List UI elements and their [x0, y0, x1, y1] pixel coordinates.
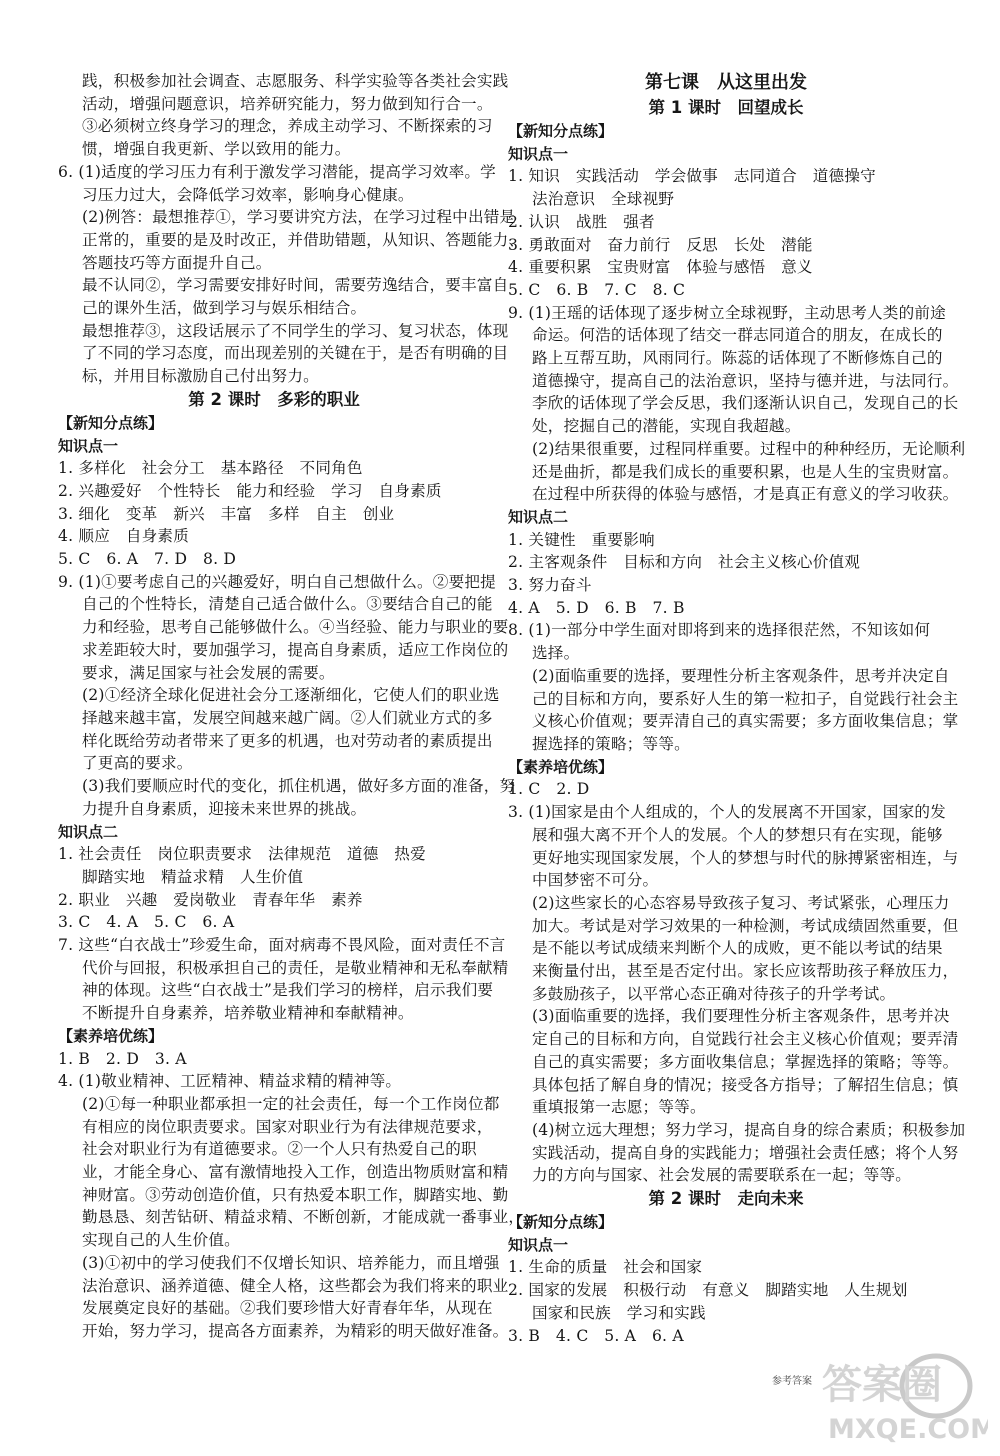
left-column [58, 70, 525, 1343]
text-line: 在过程中所获得的体验与感悟，才是真正有意义的学习收获。 [532, 485, 959, 504]
text-line: 己的课外生活，做到学习与娱乐相结合。 [82, 299, 367, 318]
question-line: 2. 认识 战胜 强者 [508, 212, 655, 231]
text-line: 中国梦密不可分。 [532, 871, 659, 890]
text-line: 国家和民族 学习和实践 [532, 1303, 706, 1322]
text-line: 勤恳恳、刻苦钻研、精益求精、不断创新，才能成就一番事业， [82, 1208, 525, 1227]
right-column [508, 70, 966, 1347]
section-title: 第 1 课时 回望成长 [648, 98, 804, 117]
question-line: 3. C 4. A 5. C 6. A [58, 913, 235, 932]
question-line: 4. A 5. D 6. B 7. B [508, 598, 685, 617]
watermark-logo [818, 1346, 988, 1444]
subsection-label: 知识点二 [508, 507, 569, 526]
subsection-label: 知识点一 [58, 436, 119, 455]
text-line: 习压力过大，会降低学习效率，影响身心健康。 [82, 185, 414, 204]
text-line: (2)①每一种职业都承担一定的社会责任，每一个工作岗位都 [82, 1094, 500, 1113]
text-line: 实现自己的人生价值。 [82, 1231, 240, 1250]
text-line: 惯，增强自我更新、学以致用的能力。 [82, 140, 351, 159]
text-line: 重填报第一志愿；等等。 [532, 1098, 706, 1117]
question-line: 1. 知识 实践活动 学会做事 志同道合 道德操守 [508, 167, 876, 186]
page-footer-label: 参考答案 [772, 1376, 812, 1387]
text-line: (3)面临重要的选择，我们要理性分析主客观条件，思考并决 [532, 1007, 950, 1026]
text-line: 加大。考试是对学习效果的一种检测，考试成绩固然重要，但 [532, 916, 959, 935]
question-line: 1. 多样化 社会分工 基本路径 不同角色 [58, 459, 363, 478]
text-line: 义核心价值观；要弄清自己的真实需要；多方面收集信息；掌 [532, 712, 959, 731]
text-line: (2)结果很重要，过程同样重要。过程中的种种经历，无论顺利 [532, 439, 966, 458]
text-line: 法治意识、涵养道德、健全人格，这些都会为我们将来的职业 [82, 1276, 509, 1295]
text-line: 业，才能全身心、富有激情地投入工作，创造出物质财富和精 [82, 1163, 509, 1182]
subsection-label: 知识点二 [58, 822, 119, 841]
text-line: 开始，努力学习，提高各方面素养，为精彩的明天做好准备。 [82, 1321, 509, 1340]
text-line: 择越来越丰富，发展空间越来越广阔。②人们就业方式的多 [82, 708, 493, 727]
watermark-site: MXQE.COM [828, 1414, 988, 1444]
text-line: 力和经验，思考自己能够做什么。④当经验、能力与职业的要 [82, 618, 509, 637]
text-line: 还是曲折，都是我们成长的重要积累，也是人生的宝贵财富。 [532, 462, 959, 481]
text-line: (4)树立远大理想；努力学习，提高自身的综合素质；积极参加 [532, 1120, 966, 1139]
text-line: 定自己的目标和方向，自觉践行社会主义核心价值观；要弄清 [532, 1030, 959, 1049]
text-line: 求差距较大时，要加强学习，提高自身素质，适应工作岗位的 [82, 640, 509, 659]
subsection-label: 【素养培优练】 [508, 757, 614, 776]
text-line: 己的目标和方向，要系好人生的第一粒扣子，自觉践行社会主 [532, 689, 959, 708]
text-line: 自己的真实需要；多方面收集信息；掌握选择的策略；等等。 [532, 1052, 959, 1071]
question-line: 3. (1)国家是由个人组成的，个人的发展离不开国家，国家的发 [508, 803, 946, 822]
text-line: 是不能以考试成绩来判断个人的成败，更不能以考试的结果 [532, 939, 943, 958]
question-line: 4. (1)敬业精神、工匠精神、精益求精的精神等。 [58, 1072, 402, 1091]
text-line: 最想推荐③，这段话展示了不同学生的学习、复习状态，体现 [82, 321, 509, 340]
question-line: 1. 社会责任 岗位职责要求 法律规范 道德 热爱 [58, 845, 426, 864]
text-line: 法治意识 全球视野 [532, 190, 675, 209]
question-line: 3. 勇敢面对 奋力前行 反思 长处 潜能 [508, 235, 813, 254]
text-line: (3)我们要顺应时代的变化，抓住机遇，做好多方面的准备，努 [82, 777, 516, 796]
question-line: 3. B 4. C 5. A 6. A [508, 1326, 684, 1345]
text-line: 道德操守，提高自己的法治意识，坚持与德并进，与法同行。 [532, 371, 959, 390]
text-line: 脚踏实地 精益求精 人生价值 [82, 867, 304, 886]
lesson-title: 第七课 从这里出发 [645, 72, 807, 93]
text-line: 有相应的岗位职责要求。国家对职业行为有法律规范要求， [82, 1117, 493, 1136]
question-line: 1. 关键性 重要影响 [508, 530, 655, 549]
text-line: 社会对职业行为有道德要求。②一个人只有热爱自己的职 [82, 1140, 477, 1159]
question-line: 6. (1)适度的学习压力有利于激发学习潜能，提高学习效率。学 [58, 162, 496, 181]
question-line: 1. C 2. D [508, 780, 590, 799]
question-line: 7. 这些“白衣战士”珍爱生命，面对病毒不畏风险，面对责任不言 [58, 936, 506, 955]
question-line: 2. 主客观条件 目标和方向 社会主义核心价值观 [508, 553, 861, 572]
watermark-graphic [818, 1346, 988, 1444]
question-line: 5. C 6. A 7. D 8. D [58, 550, 237, 569]
subsection-label: 【素养培优练】 [58, 1026, 164, 1045]
text-line: 正常的，重要的是及时改正，并借助错题，从知识、答题能力、 [82, 230, 525, 249]
question-line: 9. (1)王瑶的话体现了逐步树立全球视野，主动思考人类的前途 [508, 303, 946, 322]
question-line: 2. 兴趣爱好 个性特长 能力和经验 学习 自身素质 [58, 481, 442, 500]
section-title: 第 2 课时 走向未来 [648, 1189, 804, 1209]
text-line: (2)例答：最想推荐①，学习要讲究方法，在学习过程中出错是 [82, 208, 516, 227]
text-line: 标，并用目标激励自己付出努力。 [82, 367, 319, 386]
text-line: (2)①经济全球化促进社会分工逐渐细化，它使人们的职业选 [82, 686, 500, 705]
subsection-label: 【新知分点练】 [508, 122, 614, 140]
question-line: 5. C 6. B 7. C 8. C [508, 280, 686, 299]
text-line: 要求，满足国家与社会发展的需要。 [82, 663, 335, 682]
question-line: 4. 顺应 自身素质 [58, 527, 189, 546]
text-line: 样化既给劳动者带来了更多的机遇，也对劳动者的素质提出 [82, 731, 493, 750]
text-line: 多鼓励孩子，以平常心态正确对待孩子的升学考试。 [532, 984, 896, 1003]
subsection-label: 【新知分点练】 [58, 413, 164, 432]
text-line: 神财富。③劳动创造价值，只有热爱本职工作，脚踏实地、勤 [82, 1185, 509, 1204]
question-line: 3. 细化 变革 新兴 丰富 多样 自主 创业 [58, 504, 395, 523]
text-line: 最不认同②，学习需要安排好时间，需要劳逸结合，要丰富自 [82, 276, 509, 295]
text-line: 处，挖掘自己的潜能，实现自我超越。 [532, 417, 801, 436]
question-line: 3. 努力奋斗 [508, 576, 592, 595]
subsection-label: 知识点一 [508, 144, 569, 163]
text-line: (2)面临重要的选择，要理性分析主客观条件，思考并决定自 [532, 666, 950, 685]
text-line: 命运。何浩的话体现了结交一群志同道合的朋友，在成长的 [532, 326, 943, 345]
text-line: 答题技巧等方面提升自己。 [82, 253, 272, 272]
text-line: 来衡量付出，甚至是否定付出。家长应该帮助孩子释放压力， [532, 962, 959, 981]
text-line: 李欣的话体现了学会反思，我们逐渐认识自己，发现自己的长 [532, 394, 959, 413]
text-line: 握选择的策略；等等。 [532, 734, 690, 753]
text-line: 力的方向与国家、社会发展的需要联系在一起；等等。 [532, 1166, 912, 1185]
text-line: 神的体现。这些“白衣战士”是我们学习的榜样，启示我们要 [82, 981, 494, 1000]
text-line: (3)①初中的学习使我们不仅增长知识、培养能力，而且增强 [82, 1253, 500, 1272]
text-line: 力提升自身素质，迎接未来世界的挑战。 [82, 799, 367, 818]
text-line: (2)这些家长的心态容易导致孩子复习、考试紧张，心理压力 [532, 893, 950, 912]
text-line: 不断提升自身素养，培养敬业精神和奉献精神。 [82, 1004, 414, 1023]
question-line: 1. 生命的质量 社会和国家 [508, 1258, 703, 1277]
text-line: 活动，增强问题意识，培养研究能力，努力做到知行合一。 [82, 94, 493, 113]
text-line: 了不同的学习态度，而出现差别的关键在于，是否有明确的目 [82, 344, 509, 363]
text-line: 实践活动，提高自身的实践能力；增强社会责任感；将个人努 [532, 1143, 959, 1162]
section-title: 第 2 课时 多彩的职业 [188, 389, 360, 409]
subsection-label: 【新知分点练】 [508, 1213, 614, 1232]
text-line: 选择。 [532, 644, 580, 663]
text-line: 路上互帮互助，风雨同行。陈蕊的话体现了不断修炼自己的 [532, 349, 943, 368]
text-line: 代价与回报，积极承担自己的责任，是敬业精神和无私奉献精 [82, 958, 509, 977]
text-line: 自己的个性特长，清楚自己适合做什么。③要结合自己的能 [82, 595, 493, 614]
text-line: ③必须树立终身学习的理念，养成主动学习、不断探索的习 [82, 117, 493, 136]
question-line: 8. (1)一部分中学生面对即将到来的选择很茫然，不知该如何 [508, 621, 931, 640]
text-line: 发展奠定良好的基础。②我们要珍惜大好青春年华，从现在 [82, 1299, 493, 1318]
text-line: 践，积极参加社会调查、志愿服务、科学实验等各类社会实践 [82, 72, 509, 90]
text-line: 更好地实现国家发展，个人的梦想与时代的脉搏紧密相连，与 [532, 848, 959, 867]
text-line: 了更高的要求。 [82, 754, 193, 773]
text-line: 展和强大离不开个人的发展。个人的梦想只有在实现，能够 [532, 825, 943, 844]
watermark-brand: 答案圈 [822, 1362, 942, 1408]
question-line: 9. (1)①要考虑自己的兴趣爱好，明白自己想做什么。②要把提 [58, 572, 496, 591]
question-line: 2. 国家的发展 积极行动 有意义 脚踏实地 人生规划 [508, 1281, 908, 1300]
subsection-label: 知识点一 [508, 1235, 569, 1254]
text-line: 具体包括了解自身的情况；接受各方指导；了解招生信息；慎 [532, 1075, 959, 1094]
question-line: 2. 职业 兴趣 爱岗敬业 青春年华 素养 [58, 890, 363, 909]
question-line: 4. 重要积累 宝贵财富 体验与感悟 意义 [508, 258, 813, 277]
question-line: 1. B 2. D 3. A [58, 1049, 187, 1068]
